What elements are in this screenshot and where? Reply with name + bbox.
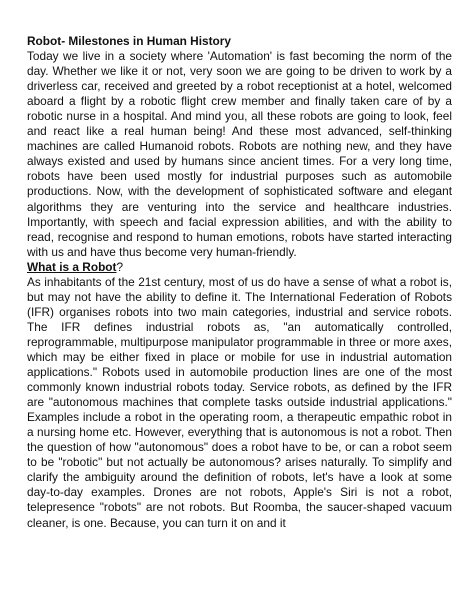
section-paragraph: As inhabitants of the 21st century, most of us do have a sense of what a robot is, but may not have the ability to define it. The International Federation of Robots (IFR) organises robots into two main categories, industrial and service robots. The IFR defines industrial robots as, "an automatically controlled, reprogrammable, multipurpose manipulator programmable in three or more axes, which may be either fixed in place or mobile for use in industrial automation applications." Robots used in automobile production lines are one of the most commonly known industrial robots today. Service robots, as defined by the IFR are "autonomous machines that complete tasks outside industrial applications." Examples include a robot in the operating room, a therapeutic empathic robot in a nursing home etc. However, everything that is autonomous is not a robot. Then the question of how "autonomous" does a robot have to be, or can a robot seem to be "robotic" but not actually be autonomous? arises naturally. To simplify and clarify the ambiguity around the definition of robots, let's have a look at some day-to-day examples. Drones are not robots, Apple's Siri is not a robot, telepresence "robots" are not robots. But Roomba, the saucer-shaped vacuum cleaner, is one. Because, you can turn it on and it — [27, 274, 452, 530]
section-heading — [27, 260, 452, 275]
intro-paragraph: Today we live in a society where 'Automation' is fast becoming the norm of the day. Whether we like it or not, very soon we are going to be driven to work by a driverless car, received and greeted by a robot receptionist at a hotel, welcomed aboard a flight by a robotic flight crew member and finally taken care of by a robotic nurse in a hospital. And mind you, all these robots are going to look, feel and react like a real human being! And these most advanced, self-thinking machines are called Humanoid robots. Robots are nothing new, and they have always existed and used by humans since ancient times. For a very long time, robots have been used mostly for industrial purposes such as automobile productions. Now, with the development of sophisticated software and elegant algorithms they are venturing into the service and healthcare industries. Importantly, with speech and facial expression abilities, and with the ability to read, recognise and respond to human emotions, robots have started interacting with us and have thus become very human-friendly. — [27, 49, 452, 259]
document-title: Robot- Milestones in Human History — [27, 34, 231, 48]
document-body — [27, 34, 452, 531]
section-heading-text: What is a Robot — [27, 259, 117, 274]
section-heading-suffix: ? — [116, 259, 124, 274]
